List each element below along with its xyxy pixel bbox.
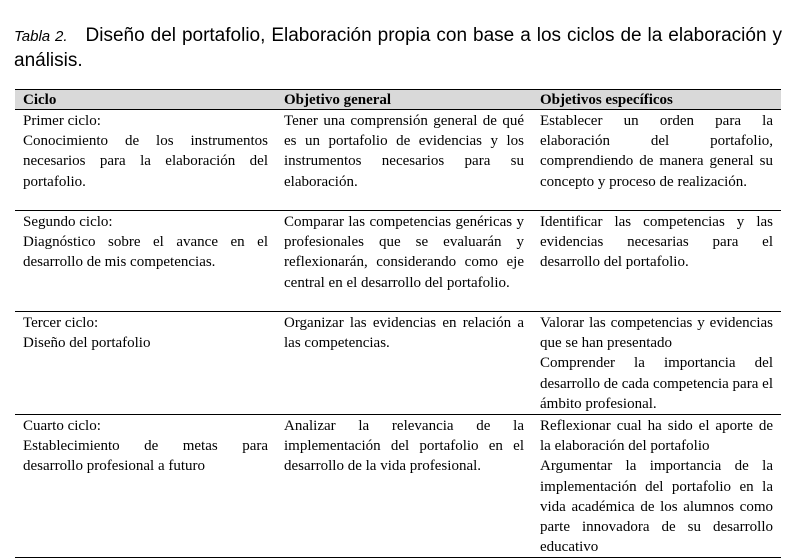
ciclo-title: Tercer ciclo: <box>23 315 99 331</box>
table-row <box>15 110 781 211</box>
cell-objetivos-especificos <box>532 211 781 312</box>
table-header-row <box>15 90 781 110</box>
table-row <box>15 312 781 415</box>
cell-objetivos-especificos <box>532 312 781 415</box>
ciclo-description: Establecimiento de metas para desarrollo profesional a futuro <box>23 438 268 475</box>
objetivo-especifico: Argumentar la importancia de la implementación del portafolio en la vida académica de los alumnos como parte innovadora de su desarrollo educativo <box>540 458 773 556</box>
ciclo-title: Cuarto ciclo: <box>23 418 101 435</box>
cell-ciclo <box>15 312 276 415</box>
table-row <box>15 211 781 312</box>
ciclo-description: Conocimiento de los instrumentos necesarios para la elaboración del portafolio. <box>23 133 268 190</box>
ciclo-title: Primer ciclo: <box>23 113 101 129</box>
header-objetivo-general: Objetivo general <box>276 90 532 110</box>
cell-objetivos-especificos <box>532 110 781 211</box>
ciclo-description: Diagnóstico sobre el avance en el desarrollo de mis competencias. <box>23 234 268 271</box>
cell-objetivo-general: Comparar las competencias genéricas y profesionales que se evaluarán y reflexionarán, considerando como eje central en el desarrollo del portafolio. <box>276 211 532 312</box>
portfolio-design-table <box>15 89 781 558</box>
objetivo-especifico: Establecer un orden para la elaboración del portafolio, comprendiendo de manera general su concepto y proceso de realización. <box>540 113 773 190</box>
cell-objetivo-general: Analizar la relevancia de la implementación del portafolio en el desarrollo de la vida profesional. <box>276 415 532 558</box>
caption-label: Tabla 2. <box>14 28 68 45</box>
ciclo-title: Segundo ciclo: <box>23 214 113 230</box>
objetivo-especifico: Valorar las competencias y evidencias que se han presentado <box>540 315 773 352</box>
caption-text: Diseño del portafolio, Elaboración propia con base a los ciclos de la elaboración y análisis. <box>14 25 782 71</box>
cell-ciclo <box>15 415 276 558</box>
header-objetivos-especificos: Objetivos específicos <box>532 90 781 110</box>
cell-objetivo-general: Tener una comprensión general de qué es un portafolio de evidencias y los instrumentos necesarios para su elaboración. <box>276 110 532 211</box>
cell-objetivo-general: Organizar las evidencias en relación a las competencias. <box>276 312 532 415</box>
cell-objetivos-especificos <box>532 415 781 558</box>
objetivo-especifico: Comprender la importancia del desarrollo de cada competencia para el ámbito profesional. <box>540 355 773 412</box>
table-caption <box>14 24 782 73</box>
table-row <box>15 415 781 558</box>
objetivo-especifico: Reflexionar cual ha sido el aporte de la elaboración del portafolio <box>540 418 773 455</box>
ciclo-description: Diseño del portafolio <box>23 335 151 352</box>
cell-ciclo <box>15 211 276 312</box>
objetivo-especifico: Identificar las competencias y las evidencias necesarias para el desarrollo del portafolio. <box>540 214 773 271</box>
cell-ciclo <box>15 110 276 211</box>
header-ciclo: Ciclo <box>15 90 276 110</box>
